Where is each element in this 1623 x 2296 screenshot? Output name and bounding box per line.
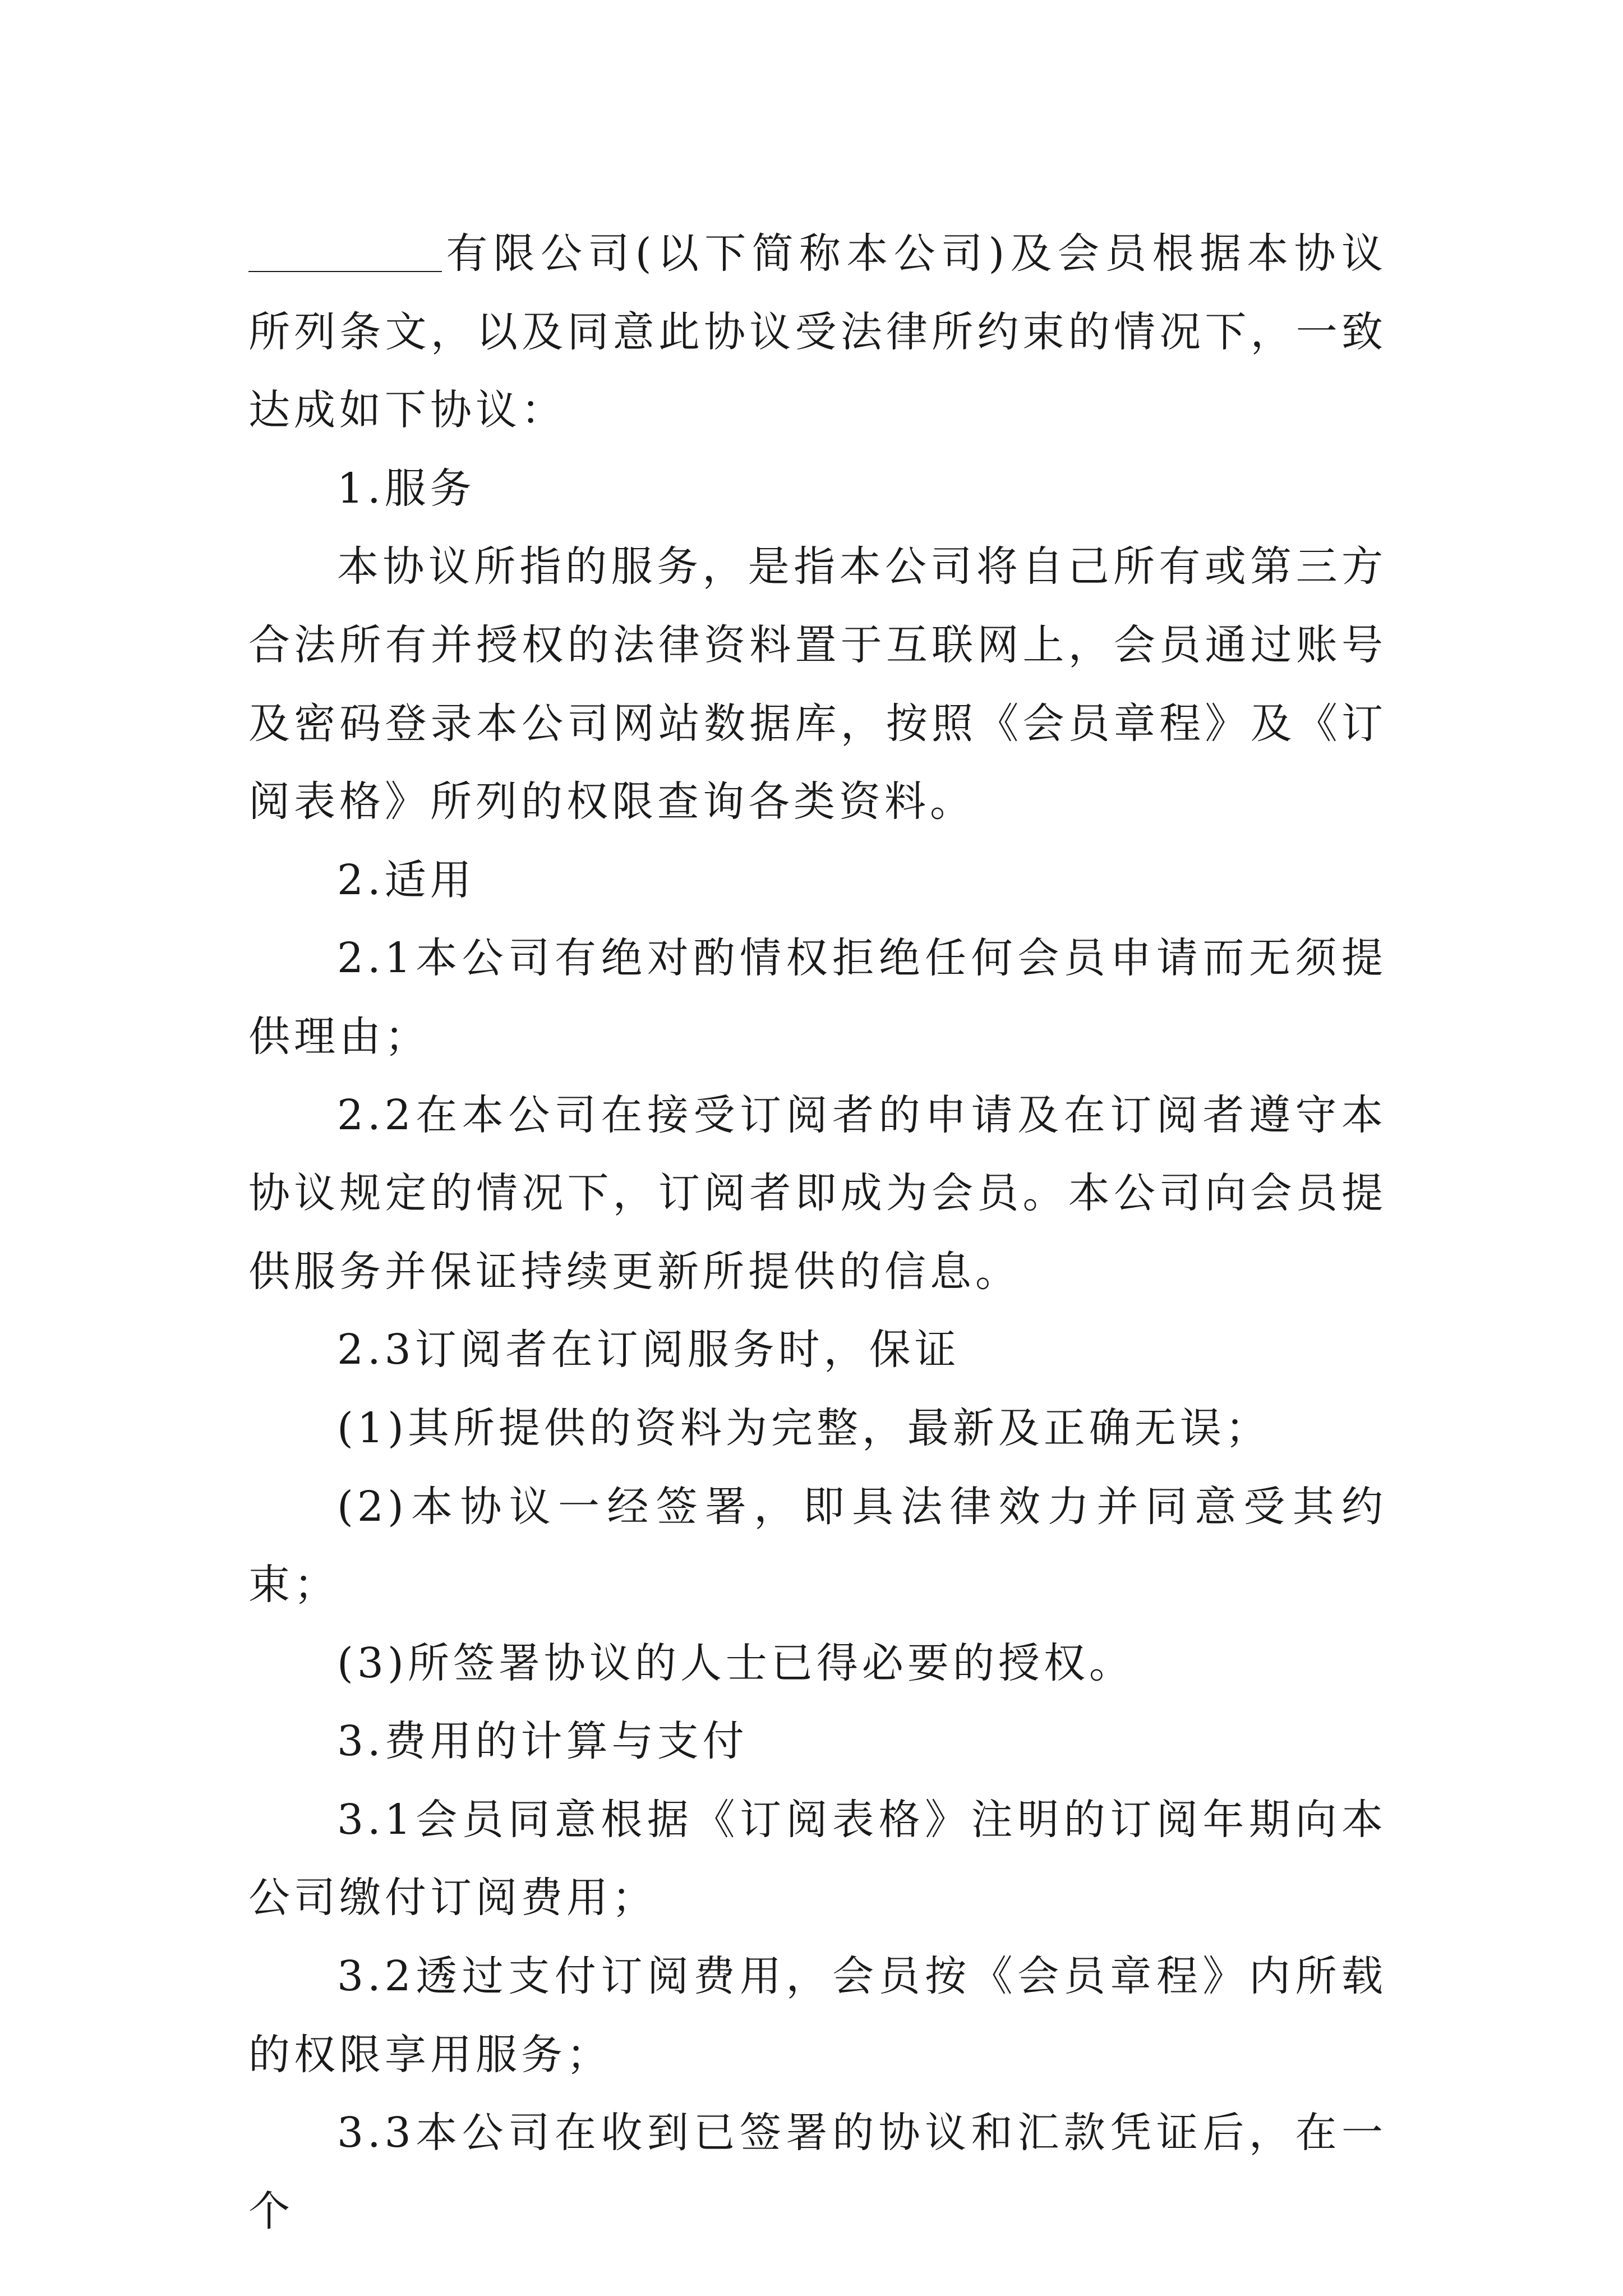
clause: 2.3订阅者在订阅服务时，保证 bbox=[337, 1326, 960, 1374]
section-heading: 2.适用 bbox=[337, 855, 476, 904]
intro-text: 有限公司(以下简称本公司)及会员根据本协议所列条文，以及同意此协议受法律所约束的情况下，一致达成如下协议： bbox=[248, 229, 1387, 435]
clause: 2.2在本公司在接受订阅者的申请及在订阅者遵守本协议规定的情况下，订阅者即成为会员。本公司向会员提供服务并保证持续更新所提供的信息。 bbox=[248, 1091, 1387, 1296]
document-body bbox=[248, 215, 1387, 2251]
company-name-blank bbox=[248, 229, 442, 272]
list-item: (2)本协议一经签署，即具法律效力并同意受其约束； bbox=[248, 1482, 1387, 1609]
clause: 3.3本公司在收到已签署的协议和汇款凭证后，在一个 bbox=[248, 2109, 1387, 2235]
intro-paragraph bbox=[248, 215, 1387, 450]
paragraph: 本协议所指的服务，是指本公司将自己所有或第三方合法所有并授权的法律资料置于互联网上，会员通过账号及密码登录本公司网站数据库，按照《会员章程》及《订阅表格》所列的权限查询各类资料。 bbox=[248, 542, 1387, 826]
clause: 2.1本公司有绝对酌情权拒绝任何会员申请而无须提供理由； bbox=[248, 934, 1387, 1061]
clause: 3.2透过支付订阅费用，会员按《会员章程》内所载的权限享用服务； bbox=[248, 1952, 1387, 2079]
list-item: (1)其所提供的资料为完整，最新及正确无误； bbox=[337, 1404, 1271, 1452]
section-heading: 3.费用的计算与支付 bbox=[337, 1717, 748, 1766]
list-item: (3)所签署协议的人士已得必要的授权。 bbox=[337, 1639, 1135, 1687]
section-heading: 1.服务 bbox=[337, 464, 476, 513]
clause: 3.1会员同意根据《订阅表格》注明的订阅年期向本公司缴付订阅费用； bbox=[248, 1795, 1387, 1922]
